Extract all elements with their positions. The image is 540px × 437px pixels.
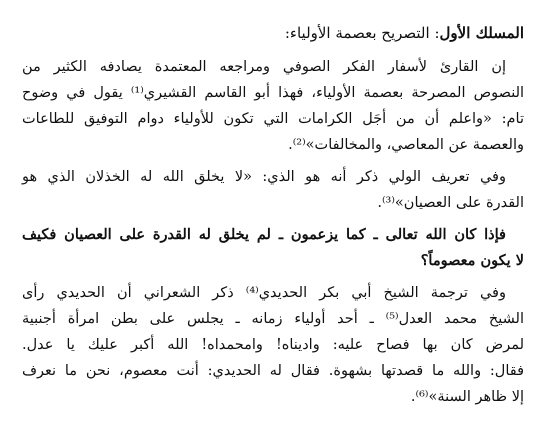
text-line: وفي ترجمة الشيخ أبي بكر الحديدي⁽⁴⁾ ذكر الشعراني أن الحديدي رأى — [22, 285, 506, 301]
paragraph — [22, 54, 524, 158]
text-line: لا يكون معصوماً؟ — [420, 252, 524, 269]
text-line: فإذا كان الله تعالى ـ كما يزعمون ـ لم يخلق له القدرة على العصيان فكيف — [22, 226, 506, 243]
paragraph — [22, 280, 524, 410]
text-line: لمرض كان بها فصاح عليه: واديناه! وامحمداه! الله أكبر عليك يا عدل. — [22, 337, 524, 353]
text-line: النصوص المصرحة بعصمة الأولياء، فهذا أبو القاسم القشيري⁽¹⁾ يقول في وضوح — [22, 85, 525, 101]
text-line: والعصمة عن المعاصي، والمخالفات»⁽²⁾. — [288, 137, 524, 153]
text-line: إن القارئ لأسفار الفكر الصوفي ومراجعه المعتمدة يصادفه الكثير من — [22, 59, 506, 75]
section-heading — [22, 20, 524, 46]
text-line: الشيخ محمد العدل⁽⁵⁾ ـ أحد أولياء زمانه ـ يجلس على بطن امرأة أجنبية — [22, 311, 524, 327]
text-line: وفي تعريف الولي ذكر أنه هو الذي: «لا يخلق الله له الخذلان الذي هو — [22, 169, 506, 185]
section-title: المسلك الأول — [439, 24, 524, 42]
section-subtitle: : التصريح بعصمة الأولياء: — [284, 24, 440, 42]
text-line: فقال: والله ما قصدتها بشهوة. فقال له الحديدي: أنت معصوم، نحن ما نعرف — [22, 363, 524, 379]
paragraph — [22, 164, 524, 216]
text-line: تام: «واعلم أن من أجَل الكرامات التي تكون للأولياء دوام التوفيق للطاعات — [22, 111, 524, 127]
text-line: إلا ظاهر السنة»⁽⁶⁾. — [410, 389, 524, 405]
paragraph — [22, 222, 524, 274]
text-line: القدرة على العصيان»⁽³⁾. — [377, 195, 524, 211]
